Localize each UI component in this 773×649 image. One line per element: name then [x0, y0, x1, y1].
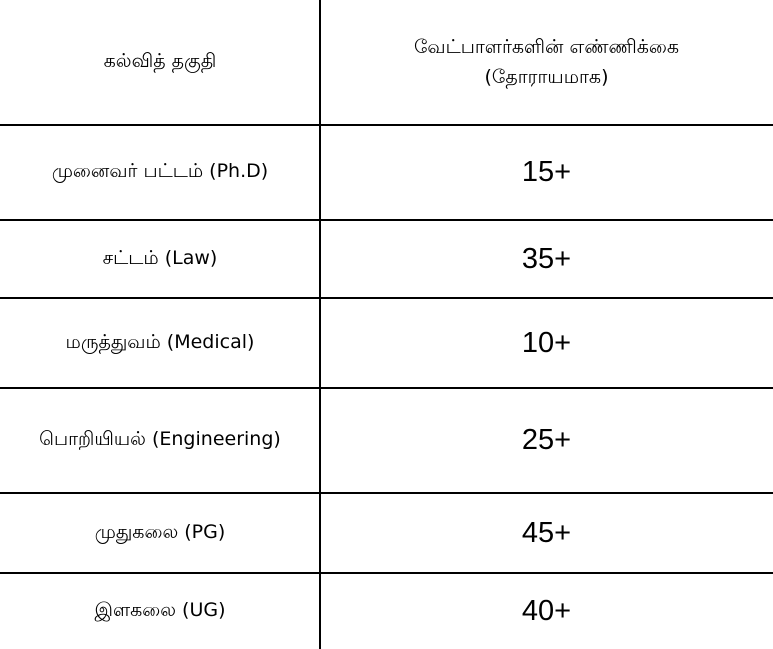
qualification-cell: [0, 389, 320, 492]
qualification-label: சட்டம் (Law): [102, 246, 218, 269]
table-row: [0, 574, 773, 649]
count-cell: [320, 389, 773, 492]
qualification-cell: [0, 299, 320, 387]
table-row: [0, 389, 773, 492]
count-cell: [320, 221, 773, 297]
count-value: 40+: [521, 595, 572, 627]
qualification-cell: [0, 494, 320, 572]
qualification-label: மருத்துவம் (Medical): [65, 330, 255, 353]
count-value: 25+: [521, 424, 572, 456]
table-row: [0, 221, 773, 297]
qualification-cell: [0, 126, 320, 219]
qualification-label: பொறியியல் (Engineering): [39, 428, 281, 450]
table-row: [0, 494, 773, 572]
count-cell: [320, 126, 773, 219]
qualification-label: இளகலை (UG): [94, 599, 226, 621]
qualification-cell: [0, 574, 320, 649]
count-cell: [320, 299, 773, 387]
header-count-note: (தோராயமாக): [484, 66, 609, 88]
count-cell: [320, 574, 773, 649]
table-row: [0, 299, 773, 387]
count-value: 15+: [521, 156, 572, 188]
count-value: 10+: [521, 326, 572, 359]
qualification-label: முதுகலை (PG): [94, 520, 226, 543]
qualification-label: முனைவர் பட்டம் (Ph.D): [51, 160, 269, 182]
count-cell: [320, 494, 773, 572]
table-row: [0, 126, 773, 219]
count-value: 35+: [521, 242, 572, 275]
header-row: [0, 0, 773, 124]
qualification-cell: [0, 221, 320, 297]
header-qualification: [0, 0, 320, 124]
header-count-label: வேட்பாளர்களின் எண்ணிக்கை: [413, 36, 680, 58]
count-value: 45+: [521, 516, 572, 549]
header-qualification-label: கல்வித் தகுதி: [103, 49, 217, 72]
header-candidate-count: [320, 0, 773, 124]
